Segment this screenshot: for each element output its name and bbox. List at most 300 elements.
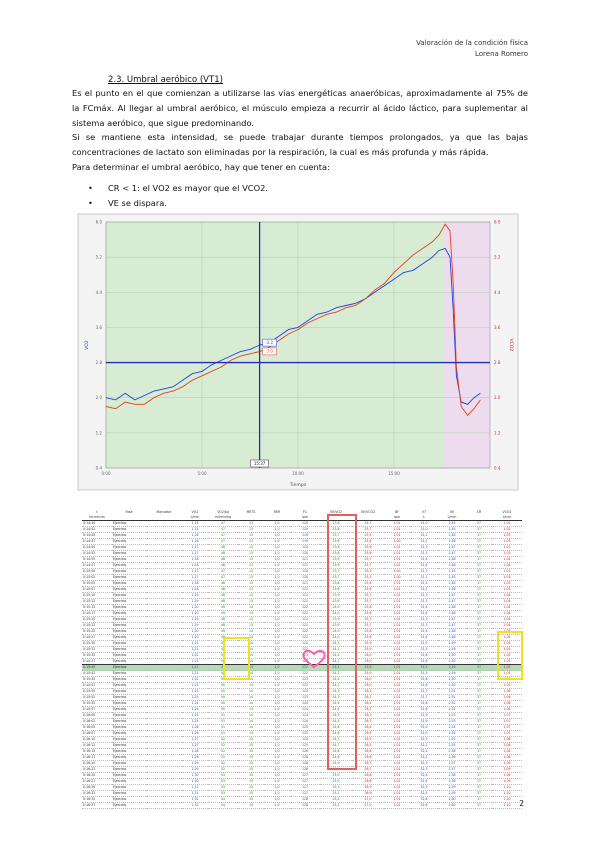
table-cell: 1,10 [492,791,522,797]
table-cell: 1,28 [182,749,208,755]
table-cell: 23,9 [320,593,352,599]
table-cell: 37 [466,569,492,575]
table-unit-cell: lpm [290,515,320,521]
table-cell: 51 [208,725,238,731]
table-cell: 32,4 [410,779,438,785]
table-cell: 13 [238,521,264,527]
table-cell: Ejercicio [112,611,146,617]
table-cell: 0:16:05 [82,725,112,731]
table-cell: 1,07 [492,725,522,731]
table-cell: 1,0 [264,713,290,719]
table-cell: 2,48 [438,629,466,635]
table-cell: 1,20 [182,605,208,611]
table-cell: 2,58 [438,779,466,785]
table-cell: 26,7 [352,761,384,767]
table-cell: 1,0 [264,635,290,641]
vo2-marker-box [223,637,250,680]
table-cell: 24,7 [320,743,352,749]
table-cell: 1,03 [492,569,522,575]
table-cell: 1,04 [492,599,522,605]
table-cell: 126 [290,749,320,755]
table-header-cell: VCO2 [502,510,512,514]
table-cell: 26,0 [352,677,384,683]
table-cell: 121 [290,563,320,569]
paragraph-3: Para determinar el umbral aeróbico, hay que tener en cuenta: [72,161,330,172]
table-cell: Ejercicio [112,659,146,665]
table-cell: 47 [208,575,238,581]
table-cell: 2,46 [438,587,466,593]
table-cell: 52 [208,761,238,767]
table-cell: 31,5 [410,671,438,677]
table-cell: 37 [466,623,492,629]
table-cell: 1,26 [182,725,208,731]
table-cell: 14 [238,629,264,635]
table-cell: 1,0 [264,605,290,611]
table-cell: 1,08 [492,749,522,755]
table-cell: 31,5 [410,647,438,653]
table-cell: 23,8 [320,587,352,593]
table-cell: 127 [290,779,320,785]
table-cell: 24,2 [320,659,352,665]
table-cell: 1,0 [264,767,290,773]
table-cell: 1,01 [384,665,410,671]
table-cell: 1,21 [182,671,208,677]
table-cell: 1,06 [492,707,522,713]
table-cell: 0:15:17 [82,611,112,617]
table-cell: 15 [238,743,264,749]
table-cell: 13 [238,593,264,599]
table-header-cell: VE/VCO2 [360,510,376,514]
table-cell: Ejercicio [112,653,146,659]
table-cell: 2,55 [438,743,466,749]
table-cell: 25,7 [352,563,384,569]
table-cell: 1,09 [492,767,522,773]
table-cell: Ejercicio [112,599,146,605]
table-cell: 121 [290,617,320,623]
table-cell: 1,17 [182,545,208,551]
table-cell: 0:14:47 [82,539,112,545]
paragraph-2: Si se mantiene esta intensidad, se puede trabajar durante tiempos prolongados, ya que las bajas concentraciones de lactato son eliminadas por la respiración, la cual es más profunda y más rápida. [72,132,528,158]
table-cell: 1,04 [492,635,522,641]
table-cell: 1,27 [182,743,208,749]
table-cell: 0:16:27 [82,779,112,785]
table-cell: 14 [238,659,264,665]
table-cell: 25,6 [352,545,384,551]
table-cell: 0:15:30 [82,641,112,647]
table-cell: 123 [290,677,320,683]
table-header-cell: Marcador [156,510,172,514]
table-cell: 1,22 [182,677,208,683]
table-cell: 31,3 [410,593,438,599]
table-cell: 25,9 [352,647,384,653]
table-cell: 31,4 [410,557,438,563]
table-cell: 24,4 [320,707,352,713]
table-cell: 47 [208,527,238,533]
table-cell: 31,9 [410,713,438,719]
table-cell: 0:15:05 [82,581,112,587]
table-cell: 1,06 [492,701,522,707]
table-unit-cell: L/min [438,515,466,521]
table-cell: 37 [466,563,492,569]
table-cell: 2,46 [438,581,466,587]
table-cell: Ejercicio [112,605,146,611]
table-cell: 1,0 [264,695,290,701]
table-cell: 124 [290,719,320,725]
table-cell: 1,0 [264,593,290,599]
table-cell: 26,0 [352,683,384,689]
table-cell: 37 [466,533,492,539]
table-cell: 1,04 [492,593,522,599]
table-cell: 1,01 [384,737,410,743]
table-cell: 37 [466,593,492,599]
table-cell: Ejercicio [112,563,146,569]
table-cell: 25,7 [352,557,384,563]
table-cell: 0:16:37 [82,803,112,809]
table-cell: 1,17 [182,551,208,557]
table-head [82,510,522,521]
table-cell: 14 [238,647,264,653]
table-cell: 125 [290,731,320,737]
table-cell: 1,01 [384,785,410,791]
table-cell: 37 [466,803,492,809]
table-cell: 0:16:17 [82,755,112,761]
table-cell: 124 [290,713,320,719]
table-cell: 1,01 [384,557,410,563]
table-cell: 15 [238,797,264,803]
table-cell: 32,5 [410,791,438,797]
table-cell: 1,01 [384,725,410,731]
table-cell: 127 [290,785,320,791]
table-cell: 25,7 [352,527,384,533]
table-cell: 120 [290,521,320,527]
table-cell: 31,1 [410,575,438,581]
table-cell: 31,2 [410,587,438,593]
table-cell: 15 [238,761,264,767]
table-cell: 2,51 [438,689,466,695]
table-cell: 1,0 [264,533,290,539]
table-cell: 1,19 [182,617,208,623]
table-cell: 1,05 [492,683,522,689]
table-cell: 13 [238,551,264,557]
table-cell: 37 [466,539,492,545]
table-cell: 37 [466,605,492,611]
table-cell: 2,47 [438,551,466,557]
table-cell: 37 [466,599,492,605]
table-cell: 31,6 [410,683,438,689]
table-cell: 1,29 [182,767,208,773]
table-cell: 31,1 [410,569,438,575]
table-cell: 1,00 [384,539,410,545]
table-cell: 37 [466,797,492,803]
table-cell: Ejercicio [112,695,146,701]
table-cell: 26,4 [352,725,384,731]
table-cell: 52 [208,737,238,743]
table-cell: 1,20 [182,629,208,635]
table-cell: Ejercicio [112,551,146,557]
table-cell: 0:15:45 [82,677,112,683]
table-cell: 2,51 [438,695,466,701]
table-cell: 31,9 [410,719,438,725]
table-cell: 1,01 [384,617,410,623]
table-cell: 1,01 [384,791,410,797]
table-cell: 1,0 [264,611,290,617]
table-cell: 14 [238,707,264,713]
table-cell: 24,3 [320,695,352,701]
table-cell: 1,21 [182,641,208,647]
table-cell: 25,2 [320,797,352,803]
table-cell: 26,3 [352,719,384,725]
table-cell: 0:15:47 [82,683,112,689]
y-tick-label-right: 6.0 [494,219,501,225]
table-cell: 1,08 [492,743,522,749]
table-cell: 2,50 [438,677,466,683]
table-cell: 2,52 [438,701,466,707]
y-tick-label-left: 4.4 [95,289,102,295]
table-cell: 0:16:00 [82,713,112,719]
table-cell: Ejercicio [112,779,146,785]
table-cell: 1,0 [264,761,290,767]
table-cell: 25,0 [320,773,352,779]
table-cell: 1,03 [492,587,522,593]
table-cell: 32,5 [410,785,438,791]
table-cell: 37 [466,527,492,533]
table-cell: 14 [238,725,264,731]
table-cell: 1,01 [384,719,410,725]
table-cell: 2,54 [438,725,466,731]
table-cell: 13 [238,623,264,629]
table-cell: 32,6 [410,803,438,809]
table-cell: 1,01 [384,545,410,551]
fc-column-highlight [327,514,357,770]
table-cell: 13 [238,575,264,581]
table-cell: 13 [238,533,264,539]
table-cell: 37 [466,677,492,683]
table-cell: 1,00 [384,575,410,581]
table-cell: 14 [238,653,264,659]
table-cell: 1,09 [492,773,522,779]
table-cell: 24,1 [320,665,352,671]
table-cell: 1,21 [182,665,208,671]
table-cell: 32,1 [410,743,438,749]
table-cell: 31,6 [410,659,438,665]
table-cell: 0:15:02 [82,575,112,581]
table-cell: 1,0 [264,773,290,779]
table-cell: 31,3 [410,623,438,629]
table-cell: 15 [238,737,264,743]
table-cell: 121 [290,557,320,563]
table-cell: Ejercicio [112,617,146,623]
table-cell: 53 [208,773,238,779]
table-cell: 1,04 [492,629,522,635]
table-cell: 48 [208,593,238,599]
table-cell: 25,4 [352,539,384,545]
table-header-cell: METS [246,510,256,514]
table-unit-cell: ml/min/kg [208,515,238,521]
table-cell: 1,01 [384,623,410,629]
table-cell: 31,8 [410,701,438,707]
paragraph-1: Es el punto en el que comienzan a utilizarse las vías energéticas anaeróbicas, aproximadamente al 75% de la FCmáx. Al llegar al umbral aeróbico, el músculo empieza a recurrir al ácido láctico, para suplementar al sistema aeróbico, que sigue predominando. [72,88,528,128]
table-cell: 31,7 [410,689,438,695]
table-cell: 50 [208,683,238,689]
table-cell: 23,9 [320,557,352,563]
table-cell: 37 [466,521,492,527]
table-cell: Ejercicio [112,743,146,749]
table-cell: Ejercicio [112,719,146,725]
table-cell: 1,16 [182,539,208,545]
table-cell: 1,25 [182,719,208,725]
table-cell: 1,0 [264,641,290,647]
table-cell: 1,04 [492,623,522,629]
table-cell: 31,0 [410,527,438,533]
table-cell: 1,0 [264,791,290,797]
table-cell: 37 [466,635,492,641]
table-cell: 24,3 [320,689,352,695]
criteria-item-ve: • VE se dispara. [88,196,268,211]
table-cell: 1,00 [384,569,410,575]
table-cell: Ejercicio [112,569,146,575]
y-tick-label-right: 4.4 [494,289,501,295]
table-cell: 26,3 [352,713,384,719]
table-cell: 1,19 [182,593,208,599]
table-cell: 37 [466,707,492,713]
table-cell: 1,06 [492,689,522,695]
table-cell: 1,0 [264,659,290,665]
table-cell: 128 [290,797,320,803]
table-cell: 1,01 [384,581,410,587]
table-cell: 2,60 [438,797,466,803]
table-cell [146,803,182,809]
table-cell: 15 [238,749,264,755]
table-cell: 24,1 [320,671,352,677]
table-cell: 1,01 [384,707,410,713]
table-cell: 32,4 [410,773,438,779]
table-cell: Ejercicio [112,641,146,647]
table-cell: 124 [290,701,320,707]
table-cell: Ejercicio [112,755,146,761]
table-cell: 1,04 [492,563,522,569]
table-cell: 0:15:55 [82,701,112,707]
table-cell: 1,0 [264,539,290,545]
table-cell: 2,49 [438,641,466,647]
table-cell: 1,01 [384,605,410,611]
table-cell: 24,0 [320,605,352,611]
table-cell: 47 [208,539,238,545]
table-cell: 32,3 [410,767,438,773]
table-cell: 25,6 [352,581,384,587]
y-tick-label-right: 2.0 [494,395,501,401]
table-cell: 1,03 [492,533,522,539]
table-cell: 1,01 [384,647,410,653]
table-cell: 15 [238,791,264,797]
table-cell: 37 [466,629,492,635]
table-cell: 0:14:50 [82,545,112,551]
table-cell: 1,07 [492,719,522,725]
table-cell: 0:16:25 [82,773,112,779]
table-cell: 0:16:02 [82,719,112,725]
table-cell: 23,7 [320,575,352,581]
table-cell: 2,48 [438,635,466,641]
table-cell: 1,0 [264,755,290,761]
table-cell: 31,6 [410,677,438,683]
table-cell: 0:14:52 [82,551,112,557]
table-cell: 49 [208,641,238,647]
table-cell: 14 [238,689,264,695]
table-cell: 126 [290,767,320,773]
table-cell: 122 [290,611,320,617]
table-cell: Ejercicio [112,791,146,797]
table-cell: 1,01 [384,593,410,599]
table-cell: 37 [466,743,492,749]
table-cell: 1,05 [492,653,522,659]
y-tick-label-left: 3.6 [95,324,102,330]
table-cell: 1,07 [492,731,522,737]
table-header-cell: RER [273,510,281,514]
table-cell: 1,0 [264,665,290,671]
table-cell: 13 [238,527,264,533]
table-cell: 126 [290,755,320,761]
table-cell: 14 [238,713,264,719]
table-cell: 120 [290,527,320,533]
table-cell: 1,0 [264,629,290,635]
table-header-cell: VO2/kg [217,510,229,514]
table-cell: 0:15:20 [82,617,112,623]
table-cell: 52 [208,767,238,773]
table-cell: 2,46 [438,539,466,545]
table-cell: 124 [290,707,320,713]
section-title: 2.3. Umbral aeróbico (VT1) [108,75,223,85]
x-tick-label: 0:00 [101,471,111,476]
table-cell: 52 [208,743,238,749]
table-cell: 1,05 [492,641,522,647]
table-cell: 24,0 [320,629,352,635]
table-cell: 1,0 [264,719,290,725]
table-cell: 1,17 [182,569,208,575]
table-cell: 37 [466,659,492,665]
table-cell: 1,0 [264,683,290,689]
table-cell: 1,32 [182,803,208,809]
table-cell: 31,0 [410,521,438,527]
table-cell: Ejercicio [112,761,146,767]
table-cell: 26,5 [352,743,384,749]
table-cell: 122 [290,647,320,653]
table-cell: 15 [238,803,264,809]
table-cell: 37 [466,755,492,761]
table-cell: 24,8 [320,755,352,761]
table-cell: 1,0 [264,653,290,659]
table-cell: 0:14:57 [82,563,112,569]
table-cell: 1,05 [492,671,522,677]
table-cell: Ejercicio [112,587,146,593]
table-cell: 37 [466,551,492,557]
table-cell: 2,50 [438,659,466,665]
table-cell: 37 [466,683,492,689]
table-cell: 121 [290,593,320,599]
table-cell: 25,8 [352,629,384,635]
table-cell: 2,47 [438,599,466,605]
table-cell: 122 [290,665,320,671]
table-cell: 126 [290,761,320,767]
table-cell: 14 [238,731,264,737]
table-cell: 1,24 [182,701,208,707]
table-cell: 122 [290,629,320,635]
table-cell: Ejercicio [112,803,146,809]
marker-vco2: 3.0 [266,348,273,354]
table-cell: 1,27 [182,737,208,743]
table-cell: 2,60 [438,803,466,809]
table-cell: 13 [238,587,264,593]
table-cell: 24,6 [320,725,352,731]
body-text [72,86,528,175]
